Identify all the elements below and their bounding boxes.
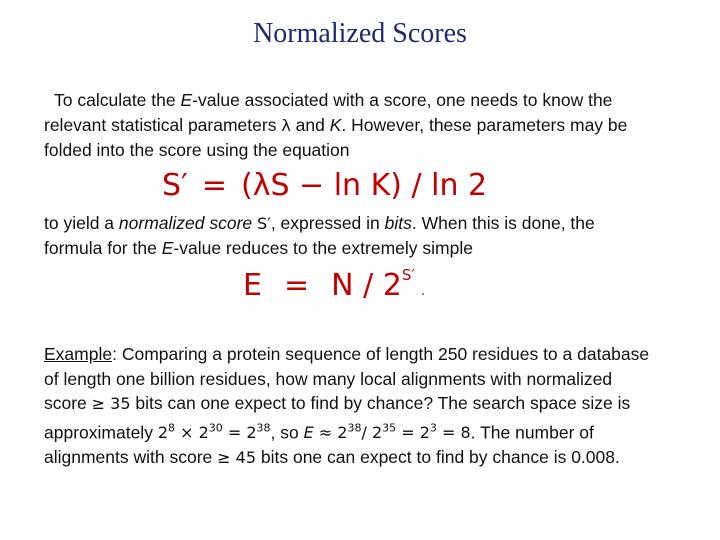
exponent: 30 [208, 421, 223, 435]
math-text: ≈ 2 [313, 422, 348, 442]
exponent: 38 [256, 421, 271, 435]
math-text: = 8 [436, 422, 471, 442]
text: formula for the [44, 238, 162, 258]
example-line-1 [44, 342, 684, 367]
math-text: = 2 [396, 422, 430, 442]
exponent: 3 [429, 421, 437, 435]
normalized-paragraph [44, 211, 684, 261]
evalue-equation [243, 268, 425, 303]
normalized-line-2 [44, 236, 684, 261]
text: . When this is done, the [411, 213, 595, 233]
text: to yield a [44, 213, 119, 233]
text: bits one can expect to find by chance is 0.008. [256, 447, 620, 468]
text: E [161, 238, 174, 258]
example-line-3 [44, 391, 684, 417]
intro-line-3: folded into the score using the equation [44, 140, 350, 160]
math-text: / 2 [361, 422, 383, 442]
text: , so [270, 421, 304, 442]
text: approximately [44, 421, 158, 442]
text: . The number of [470, 421, 594, 442]
text: To calculate the [54, 90, 181, 110]
text: : Comparing a protein sequence of length 250 residues to a database [112, 344, 650, 364]
s-prime-symbol: S′ [257, 214, 271, 233]
intro-paragraph [44, 88, 684, 163]
text: bits can one expect to find by chance? The search space size is [130, 393, 631, 413]
slide-title: Normalized Scores [253, 18, 467, 49]
text: normalized score [118, 213, 253, 233]
text: relevant statistical parameters [44, 115, 282, 135]
example-paragraph [44, 342, 684, 471]
intro-line-1 [44, 88, 684, 113]
normalized-score-equation [162, 168, 487, 203]
math-text: × 2 [175, 422, 209, 442]
trailing-dot: . [420, 283, 426, 299]
equals-sign: = [283, 268, 310, 303]
evalue-math [304, 423, 471, 442]
example-label: Example [44, 344, 113, 364]
text: E [180, 90, 193, 110]
text: and [290, 115, 330, 135]
equals-sign: = [201, 168, 227, 203]
text: -value associated with a score, one needs to know the [192, 90, 613, 110]
equation-rhs: (λS − ln K) / ln 2 [241, 168, 488, 203]
example-line-2: of length one billion residues, how many local alignments with normalized [44, 368, 613, 389]
text: K [329, 115, 342, 135]
math-text: ≥ 45 [217, 448, 256, 468]
text: alignments with score [44, 447, 218, 468]
equation-lhs: E [243, 268, 262, 303]
intro-line-2 [44, 113, 684, 138]
math-text: ≥ 35 [91, 394, 131, 413]
example-line-4 [44, 417, 684, 446]
text: bits [384, 213, 412, 233]
text: , expressed in [270, 213, 385, 233]
equation-lhs: S′ [162, 168, 188, 203]
text: . However, these parameters may be [341, 115, 628, 135]
exponent: 35 [382, 421, 397, 435]
example-line-5 [44, 445, 684, 471]
lambda-symbol: λ [281, 116, 291, 135]
math-text: = 2 [222, 422, 257, 442]
search-space-math [158, 423, 271, 442]
normalized-line-1 [44, 211, 684, 236]
exponent: S′ [401, 266, 415, 284]
math-text: 2 [157, 422, 168, 442]
text: -value reduces to the extremely simple [173, 238, 473, 258]
exponent: 38 [347, 421, 362, 435]
exponent: 8 [168, 421, 175, 435]
math-text: E [303, 422, 314, 442]
equation-rhs: N / 2 [331, 268, 402, 303]
text: score [44, 393, 92, 413]
